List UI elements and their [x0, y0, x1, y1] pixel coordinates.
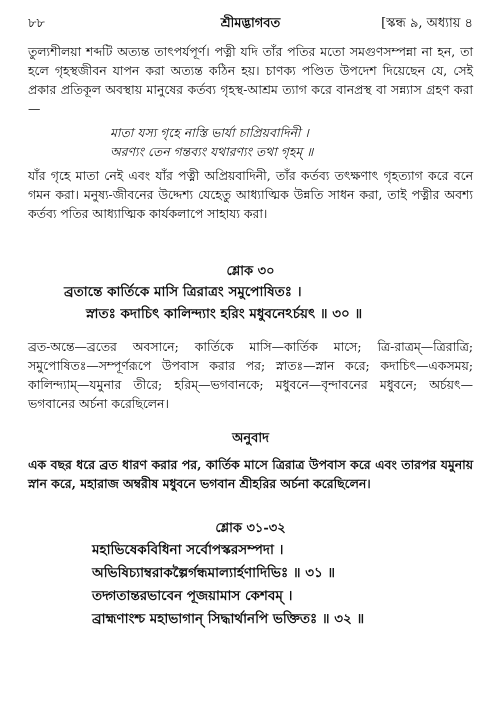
translation-text: এক বছর ধরে ব্রত ধারণ করার পর, কার্তিক মাসে ত্রিরাত্র উপবাস করে এবং তারপর যমুনায় স্নান করে, মহারাজ অম্বরীষ মধুবনে ভগবান শ্রীহরির অর্চনা করেছিলেন।	[28, 457, 473, 491]
word-synonyms: ব্রত-অন্তে—ব্রতের অবসানে; কার্তিকে মাসি—কার্তিক মাসে; ত্রি-রাত্রম্—ত্রিরাত্রি; সমুপোষিতঃ—সম্পূর্ণরূপে উপবাস করার পর; স্নাতঃ—স্নান করে; কদাচিৎ—একসময়; কালিন্দ্যাম্—যমুনার তীরে; হরিম্—ভগবানকে; মধুবনে—বৃন্দাবনের মধুবনে; অর্চয়ৎ—ভগবানের অর্চনা করেছিলেন।	[28, 339, 473, 411]
shloka-31-line-2: অভিষিচ্যাম্বরাকল্পৈর্গন্ধমাল্যার্হণাদিভিঃ ॥ ৩১ ॥	[92, 565, 336, 581]
purport-paragraph-1: তুল্যশীলয়া শব্দটি অত্যন্ত তাৎপর্যপূর্ণ। পত্নী যদি তাঁর পতির মতো সমগুণসম্পন্না না হন, তা হলে গৃহস্থজীবন যাপন করা অত্যন্ত কঠিন হয়। চাণক্য পণ্ডিত উপদেশ দিয়েছেন যে, সেই প্রকার প্রতিকূল অবস্থায় মানুষের কর্তব্য গৃহস্থ-আশ্রম ত্যাগ করে বানপ্রস্থ বা সন্ন্যাস গ্রহণ করা—	[28, 44, 473, 116]
shloka-32-line-2: ব্রাহ্মণাংশ্চ মহাভাগান্ সিদ্ধার্থানপি ভক্তিতঃ ॥ ৩২ ॥	[92, 611, 365, 627]
chapter-reference: [স্কন্ধ ৯, অধ্যায় ৪	[381, 16, 473, 31]
shloka-31-line-1: মহাভিষেকবিধিনা সর্বোপস্করসম্পদা ।	[92, 542, 284, 558]
shloka-30-line-1: ব্রতান্তে কার্তিকে মাসি ত্রিরাত্রং সমুপোষিতঃ ।	[64, 284, 302, 300]
shloka-30-title: শ্লোক ৩০	[226, 264, 275, 279]
translation-title: অনুবাদ	[232, 431, 269, 446]
quote-line-2: অরণ্যং তেন গন্তব্যং যথারণ্যং তথা গৃহম্ ॥	[110, 144, 314, 159]
page-header	[28, 14, 473, 34]
purport-paragraph-2: যাঁর গৃহে মাতা নেই এবং যাঁর পত্নী অপ্রিয়বাদিনী, তাঁর কর্তব্য তৎক্ষণাৎ গৃহত্যাগ করে বনে গমন করা। মনুষ্য-জীবনের উদ্দেশ্য যেহেতু আধ্যাত্মিক উন্নতি সাধন করা, তাই পত্নীর অবশ্য কর্তব্য পতির আধ্যাত্মিক কার্যকলাপে সাহায্য করা।	[28, 168, 473, 221]
quote-line-1: মাতা যস্য গৃহে নাস্তি ভার্যা চাপ্রিয়বাদিনী ।	[110, 125, 309, 140]
page-number: ৮৮	[28, 16, 45, 31]
quoted-verse	[28, 123, 473, 161]
shloka-30-line-2: স্নাতঃ কদাচিৎ কালিন্দ্যাং হরিং মধুবনেঽর্চয়ৎ ॥ ৩০ ॥	[86, 306, 363, 322]
shloka-31-32-title: শ্লোক ৩১-৩২	[215, 521, 286, 536]
shloka-32-line-1: তদ্গতান্তরভাবেন পূজয়ামাস কেশবম্ ।	[92, 588, 293, 604]
book-title: শ্রীমদ্ভাগবত	[220, 16, 281, 31]
